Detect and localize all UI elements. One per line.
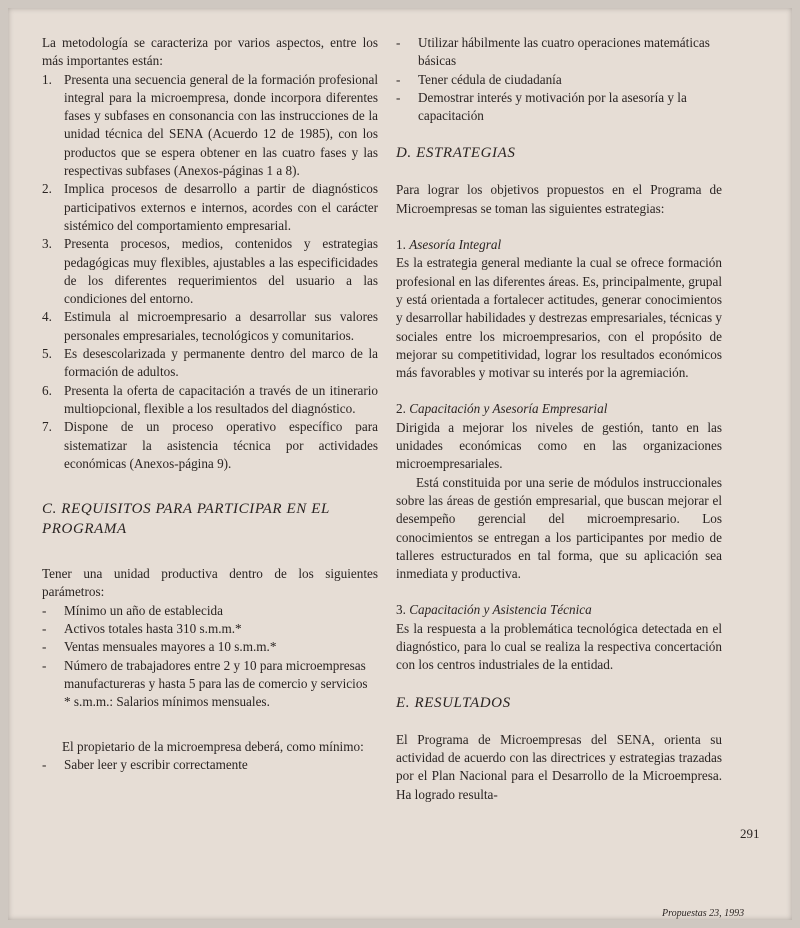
section-e-title: E. RESULTADOS (396, 694, 511, 711)
list-item: - Utilizar hábilmente las cuatro operaciones matemáticas básicas (396, 35, 710, 69)
strategy-3-heading: 3. Capacitación y Asistencia Técnica (396, 602, 592, 618)
list-item: 1. Presenta una secuencia general de la formación profesional integral para la microempresa, donde incorpora diferentes fases y subfases en consonancia con las instrucciones de la unidad técnica del SENA (Acuerdo 12 de 1985), con los productos que se espera obtener en las cuatro fases y las respectivas subfases (Anexos-páginas 1 a 8). (42, 71, 378, 179)
left-column (42, 34, 378, 774)
list-item: - Número de trabajadores entre 2 y 10 para microempresas manufactureras y hasta 5 para las de comercio y servicios (42, 657, 368, 691)
list-item: - Saber leer y escribir correctamente (42, 756, 248, 772)
list-item: 6. Presenta la oferta de capacitación a través de un itinerario multiopcional, flexible a los resultados del diagnóstico. (42, 382, 378, 416)
requirements-list (42, 602, 378, 693)
strategy-3-text: Es la respuesta a la problemática tecnológica detectada en el diagnóstico, para lo cual se realiza la respectiva concertación con los centros industriales de la entidad. (396, 620, 722, 673)
list-item: 3. Presenta procesos, medios, contenidos y estrategias pedagógicas muy flexibles, ajustables a las especificidades de los diferentes requerimientos del usuario a las condiciones del entorno. (42, 236, 378, 307)
strategy-1-heading: 1. Asesoría Integral (396, 237, 502, 253)
section-c-title: C. REQUISITOS PARA PARTICIPAR EN EL PROGRAMA (42, 501, 330, 538)
section-d-title: D. ESTRATEGIAS (396, 145, 516, 162)
list-item: 2. Implica procesos de desarrollo a partir de diagnósticos participativos externos e internos, acordes con el carácter sistémico del comportamiento empresarial. (42, 181, 378, 233)
strategy-2-text: Dirigida a mejorar los niveles de gestión, tanto en las unidades económicas como en las organizaciones microempresariales. (396, 419, 722, 472)
strategy-1-text: Es la estrategia general mediante la cual se ofrece formación profesional en las diferentes áreas. Es, principalmente, grupal y está orientada a fortalecer actitudes, generar conocimientos y desarrollar habilidades y destrezas empresariales, técnicas y sociales entre los microempresarios, con el propósito de mejorar su competitividad, lograr los resultados económicos más favorables y motivar su interés por la agremiación. (396, 255, 722, 381)
requirements-intro: Tener una unidad productiva dentro de los siguientes parámetros: (42, 566, 378, 600)
results-text: El Programa de Microempresas del SENA, orienta su actividad de acuerdo con las directrices y estrategias trazadas por el Plan Nacional para el Desarrollo de la Microempresa. Ha logrado resulta- (396, 731, 722, 802)
owner-requirements-list-cont (396, 34, 722, 125)
right-column (396, 34, 722, 804)
list-item: - Activos totales hasta 310 s.m.m.* (42, 621, 242, 637)
list-item: 7. Dispone de un proceso operativo específico para sistematizar la asistencia técnica por actividades económicas (Anexos-página 9). (42, 419, 378, 471)
list-item: - Mínimo un año de establecida (42, 602, 223, 618)
document-page (8, 8, 792, 920)
methodology-intro: La metodología se caracteriza por varios aspectos, entre los más importantes están: (42, 35, 378, 69)
list-item: - Demostrar interés y motivación por la asesoría y la capacitación (396, 89, 687, 124)
footer-citation: Propuestas 23, 1993 (662, 908, 745, 919)
page-number: 291 (740, 826, 760, 841)
footnote: * s.m.m.: Salarios mínimos mensuales. (64, 694, 270, 710)
list-item: 5. Es desescolarizada y permanente dentro del marco de la formación de adultos. (42, 346, 378, 380)
owner-intro: El propietario de la microempresa deberá, como mínimo: (62, 738, 364, 754)
methodology-list (42, 71, 378, 474)
list-item: - Ventas mensuales mayores a 10 s.m.m.* (42, 639, 277, 655)
strategy-2-text-cont: Está constituida por una serie de módulos instruccionales sobre las áreas de gestión empresarial, que buscan mejorar el desempeño gerencial del microempresario. Los conocimientos se entregan a los participantes por medio de talleres estructurados en tal forma, que su aplicación sea inmediata y productiva. (396, 474, 722, 582)
owner-requirements-list (42, 756, 378, 774)
list-item: 4. Estimula al microempresario a desarrollar sus valores personales empresariales, tecnológicos y comunitarios. (42, 309, 378, 343)
strategies-intro: Para lograr los objetivos propuestos en el Programa de Microempresas se toman las siguientes estrategias: (396, 182, 722, 216)
strategy-2-heading: 2. Capacitación y Asesoría Empresarial (396, 401, 608, 417)
list-item: - Tener cédula de ciudadanía (396, 71, 562, 87)
